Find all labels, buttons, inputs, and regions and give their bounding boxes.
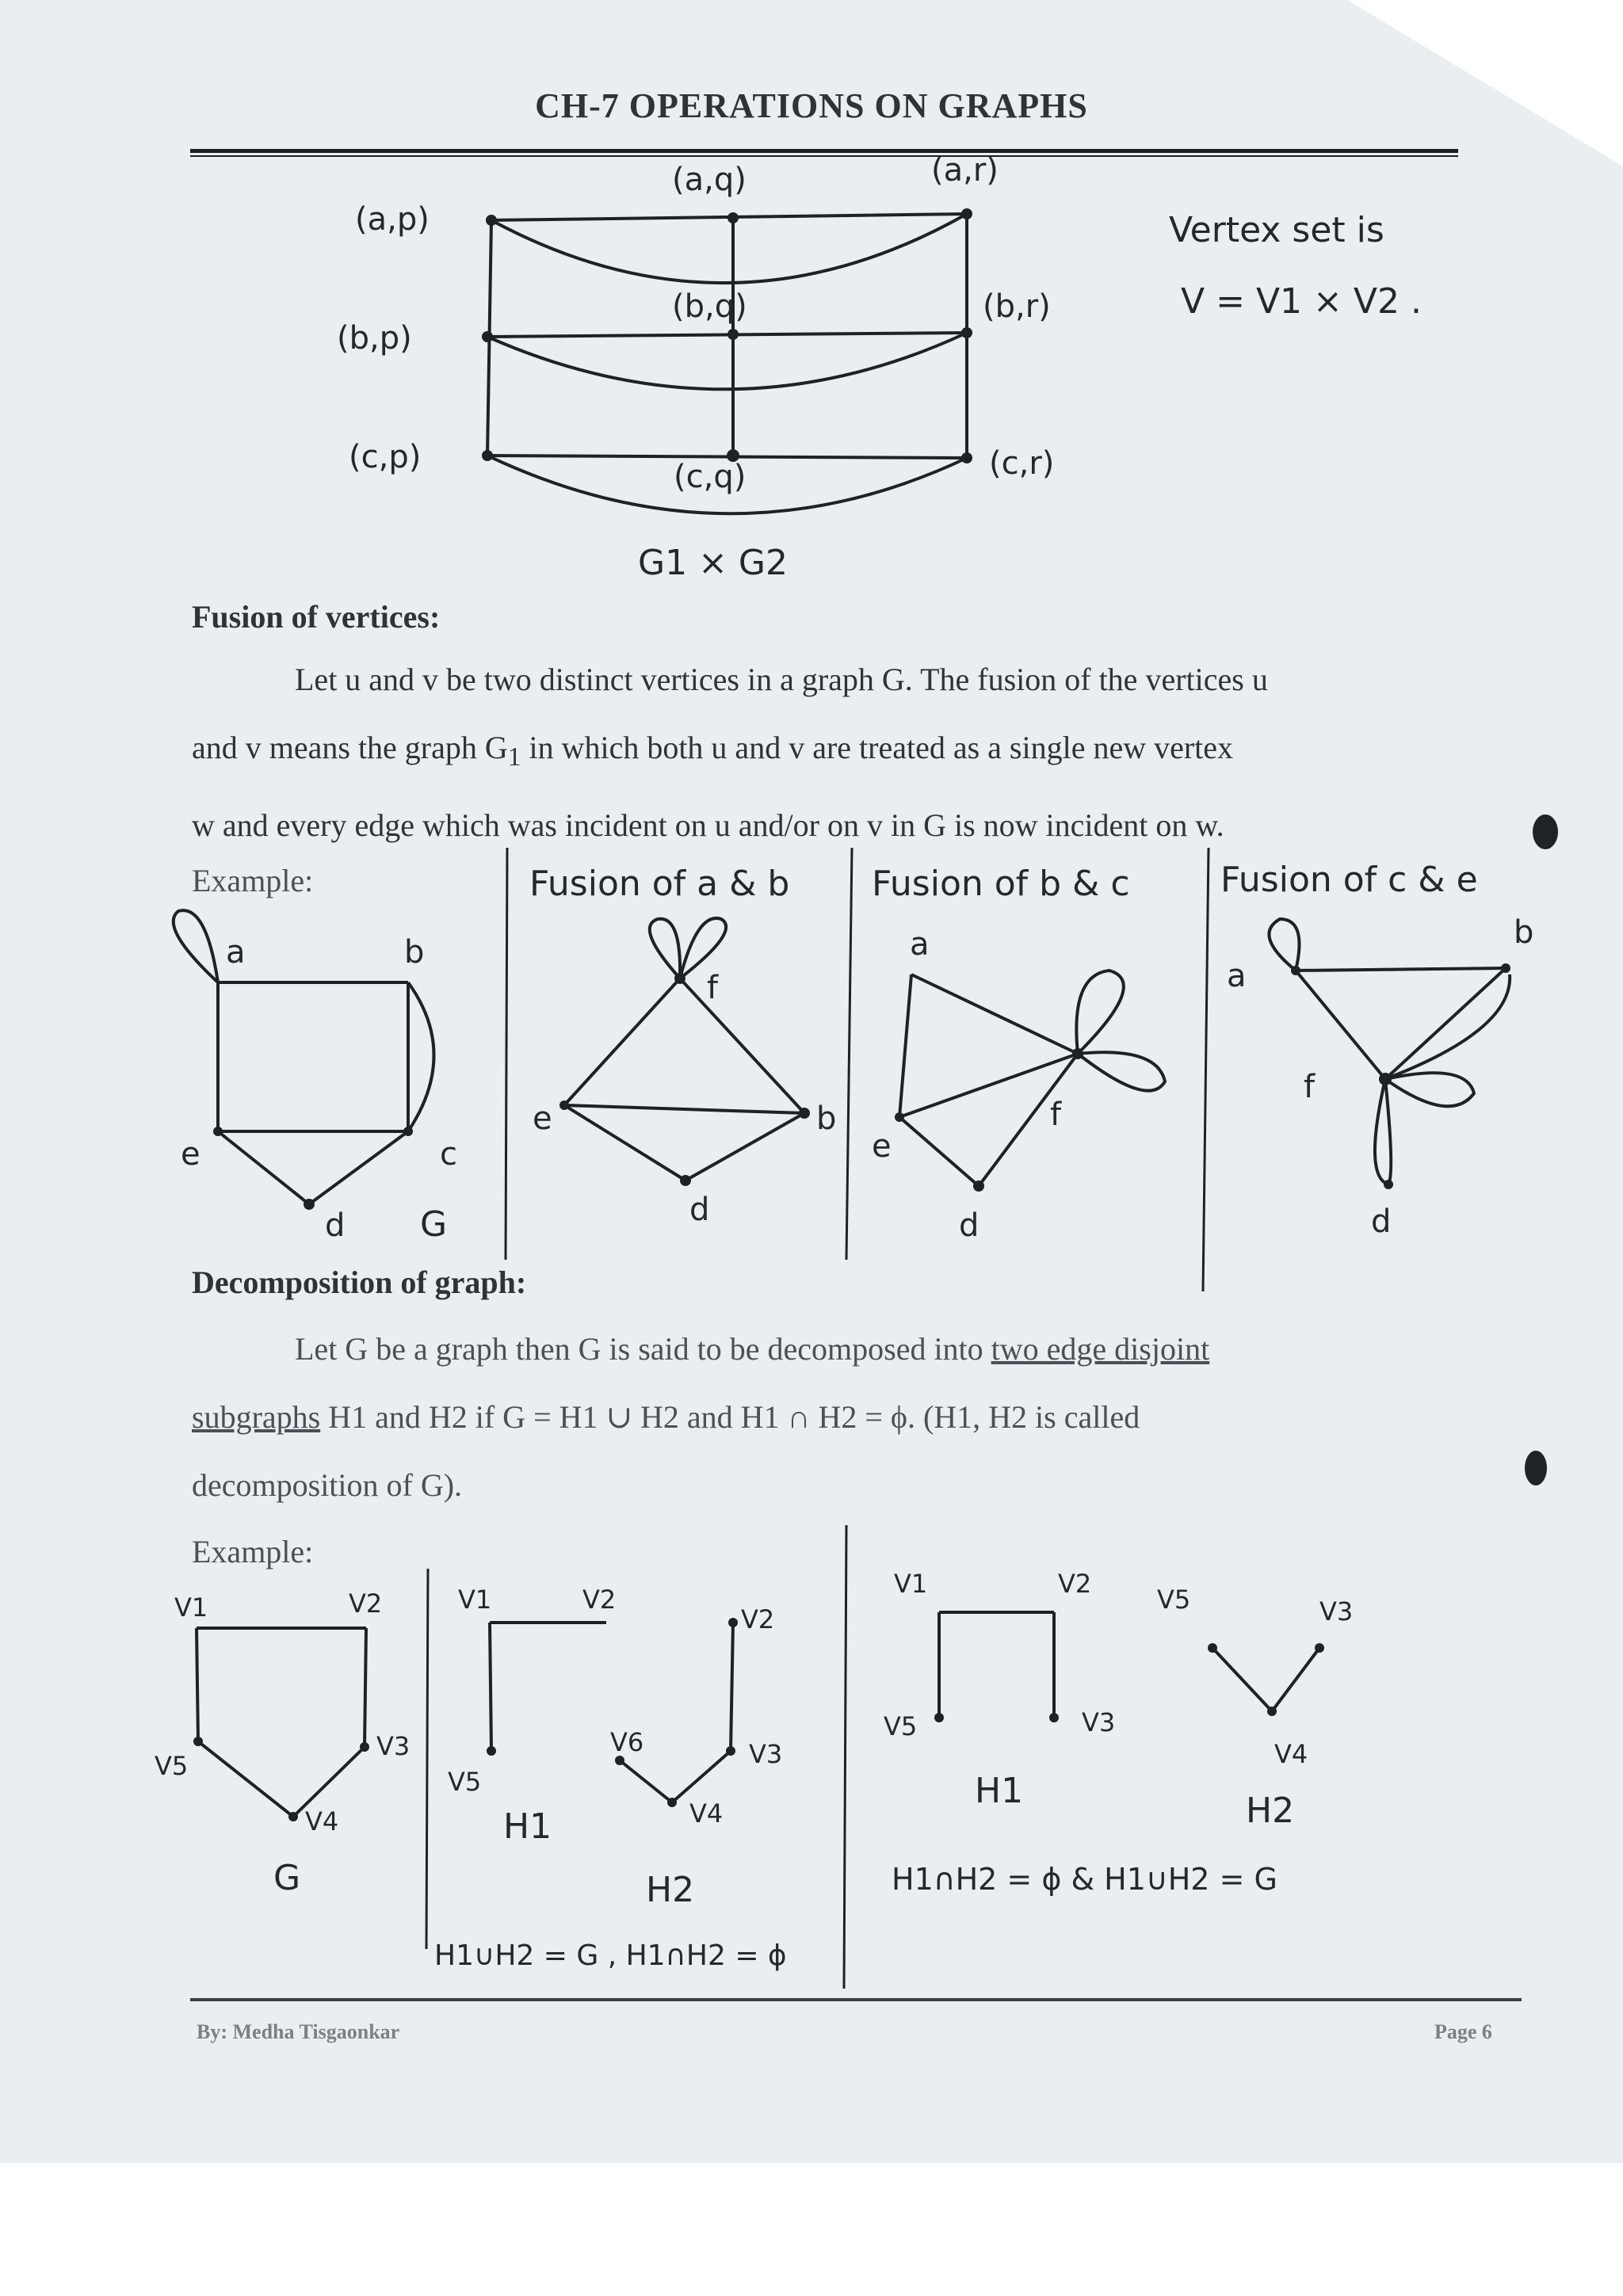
- dm-v1: V1: [458, 1585, 492, 1615]
- dG-v2: V2: [349, 1589, 383, 1619]
- p3-label-b: b: [1514, 914, 1534, 951]
- G-label-c: c: [440, 1136, 457, 1173]
- fusion-line-2a: and v means the graph G: [192, 730, 508, 765]
- fusion-panel-title-1: Fusion of a & b: [529, 864, 790, 904]
- vertex-cr: [961, 452, 972, 463]
- fusion-panel-title-2: Fusion of b & c: [872, 864, 1130, 904]
- vertex-bp: [482, 331, 493, 342]
- p2-label-a: a: [910, 926, 930, 963]
- product-graph: [337, 152, 1422, 583]
- dr-equation: H1∩H2 = ϕ & H1∪H2 = G: [892, 1862, 1277, 1897]
- label-bp: (b,p): [337, 320, 412, 357]
- vertex-set-note-1: Vertex set is: [1169, 210, 1384, 250]
- vertex-set-note-2: V = V1 × V2 .: [1181, 281, 1422, 322]
- p1-label-e: e: [533, 1100, 552, 1137]
- product-caption: G1 × G2: [638, 543, 789, 583]
- p2-label-d: d: [959, 1207, 980, 1244]
- decomp-line-2: [192, 1383, 1523, 1451]
- decomp-line-3: decomposition of G).: [192, 1467, 463, 1503]
- vertex-cp: [482, 450, 493, 461]
- label-cr: (c,r): [989, 445, 1055, 482]
- fusion-line-2-sub: 1: [507, 742, 521, 772]
- decomp-line-1-underlined: two edge disjoint: [991, 1331, 1210, 1367]
- G-label-b: b: [404, 934, 425, 971]
- fusion-a-b-graph: [533, 918, 836, 1228]
- decomp-line-1a: Let G be a graph then G is said to be decomposed into: [295, 1331, 991, 1367]
- dr-h1: H1: [975, 1771, 1024, 1811]
- label-cq: (c,q): [674, 459, 747, 495]
- dG-name: G: [273, 1858, 301, 1898]
- dG-v5: V5: [155, 1751, 189, 1781]
- fusion-b-c-graph: [872, 926, 1165, 1244]
- label-bq: (b,q): [672, 288, 747, 325]
- dr-v2: V2: [1058, 1569, 1092, 1599]
- decomp-line-2b: H1 and H2 if G = H1 ∪ H2 and H1 ∩ H2 = ϕ. (H1, H2 is called: [320, 1399, 1140, 1435]
- vertex-ap: [486, 215, 497, 226]
- fusion-c-e-graph: [1227, 914, 1533, 1240]
- decomp-middle: [434, 1585, 787, 1972]
- p3-label-d: d: [1371, 1203, 1392, 1240]
- vertex-ar: [961, 208, 972, 219]
- fusion-example-label: Example:: [192, 863, 314, 898]
- decomp-graph-G: [155, 1589, 410, 1898]
- p2-label-e: e: [872, 1128, 892, 1165]
- fusion-panel-title-3: Fusion of c & e: [1220, 860, 1478, 900]
- decomposition-heading: Decomposition of graph:: [192, 1264, 527, 1300]
- p3-label-f: f: [1304, 1069, 1316, 1105]
- dr-v5b: V5: [1157, 1585, 1191, 1615]
- page-title: CH-7 OPERATIONS ON GRAPHS: [535, 86, 1088, 125]
- dG-v4: V4: [305, 1806, 339, 1836]
- dr-v1: V1: [894, 1569, 928, 1599]
- dm-h2: H2: [646, 1870, 695, 1910]
- dm-v6: V6: [610, 1727, 644, 1757]
- p1-label-f: f: [707, 970, 719, 1006]
- dm-v5: V5: [448, 1767, 482, 1797]
- fusion-line-2b: in which both u and v are treated as a single new vertex: [521, 730, 1234, 765]
- footer-rule: [190, 1998, 1522, 2001]
- dm-equation: H1∪H2 = G , H1∩H2 = ϕ: [434, 1939, 787, 1972]
- dm-v2b: V2: [741, 1604, 775, 1634]
- dG-v1: V1: [174, 1592, 208, 1623]
- dr-h2: H2: [1246, 1791, 1295, 1831]
- vertex-br: [961, 327, 972, 338]
- p2-label-f: f: [1050, 1097, 1062, 1133]
- fusion-dividers: [506, 848, 1209, 1291]
- dr-v4: V4: [1274, 1739, 1308, 1769]
- G-label-e: e: [181, 1136, 200, 1173]
- dr-v3: V3: [1082, 1707, 1116, 1737]
- fusion-paragraph: [192, 646, 1523, 860]
- binder-hole-bottom: [1525, 1451, 1547, 1486]
- fusion-line-1: Let u and v be two distinct vertices in a graph G. The fusion of the vertices u: [295, 662, 1268, 697]
- footer-author: By: Medha Tisgaonkar: [197, 2020, 400, 2043]
- label-cp: (c,p): [349, 439, 422, 475]
- footer-page: Page 6: [1434, 2020, 1492, 2043]
- decomp-right: [884, 1569, 1353, 1897]
- label-br: (b,r): [983, 288, 1051, 325]
- G-name: G: [420, 1204, 448, 1245]
- decomp-line-1: [192, 1315, 1523, 1383]
- fusion-heading: Fusion of vertices:: [192, 599, 441, 635]
- vertex-aq: [727, 212, 739, 223]
- label-ar: (a,r): [931, 152, 999, 189]
- label-ap: (a,p): [355, 201, 430, 238]
- dm-h1: H1: [503, 1806, 552, 1847]
- binder-hole-top: [1533, 814, 1558, 849]
- decomp-example-label: Example:: [192, 1534, 314, 1569]
- p1-label-b: b: [816, 1100, 837, 1137]
- dm-v3: V3: [749, 1739, 783, 1769]
- dm-v2: V2: [582, 1585, 617, 1615]
- p1-label-d: d: [689, 1192, 710, 1228]
- decomposition-paragraph: [192, 1315, 1523, 1520]
- dm-v4: V4: [689, 1798, 724, 1829]
- label-aq: (a,q): [672, 162, 747, 198]
- G-label-d: d: [325, 1207, 346, 1244]
- fusion-line-3: w and every edge which was incident on u and/or on v in G is now incident on w.: [192, 807, 1224, 843]
- dr-v5: V5: [884, 1711, 918, 1741]
- decomp-line-2-underlined: subgraphs: [192, 1399, 321, 1435]
- graph-G: [174, 910, 457, 1245]
- dr-v3b: V3: [1319, 1596, 1354, 1627]
- dG-v3: V3: [376, 1731, 411, 1761]
- G-label-a: a: [226, 934, 246, 971]
- fusion-line-2: [192, 714, 1523, 791]
- vertex-bq: [727, 329, 739, 340]
- p3-label-a: a: [1227, 958, 1247, 994]
